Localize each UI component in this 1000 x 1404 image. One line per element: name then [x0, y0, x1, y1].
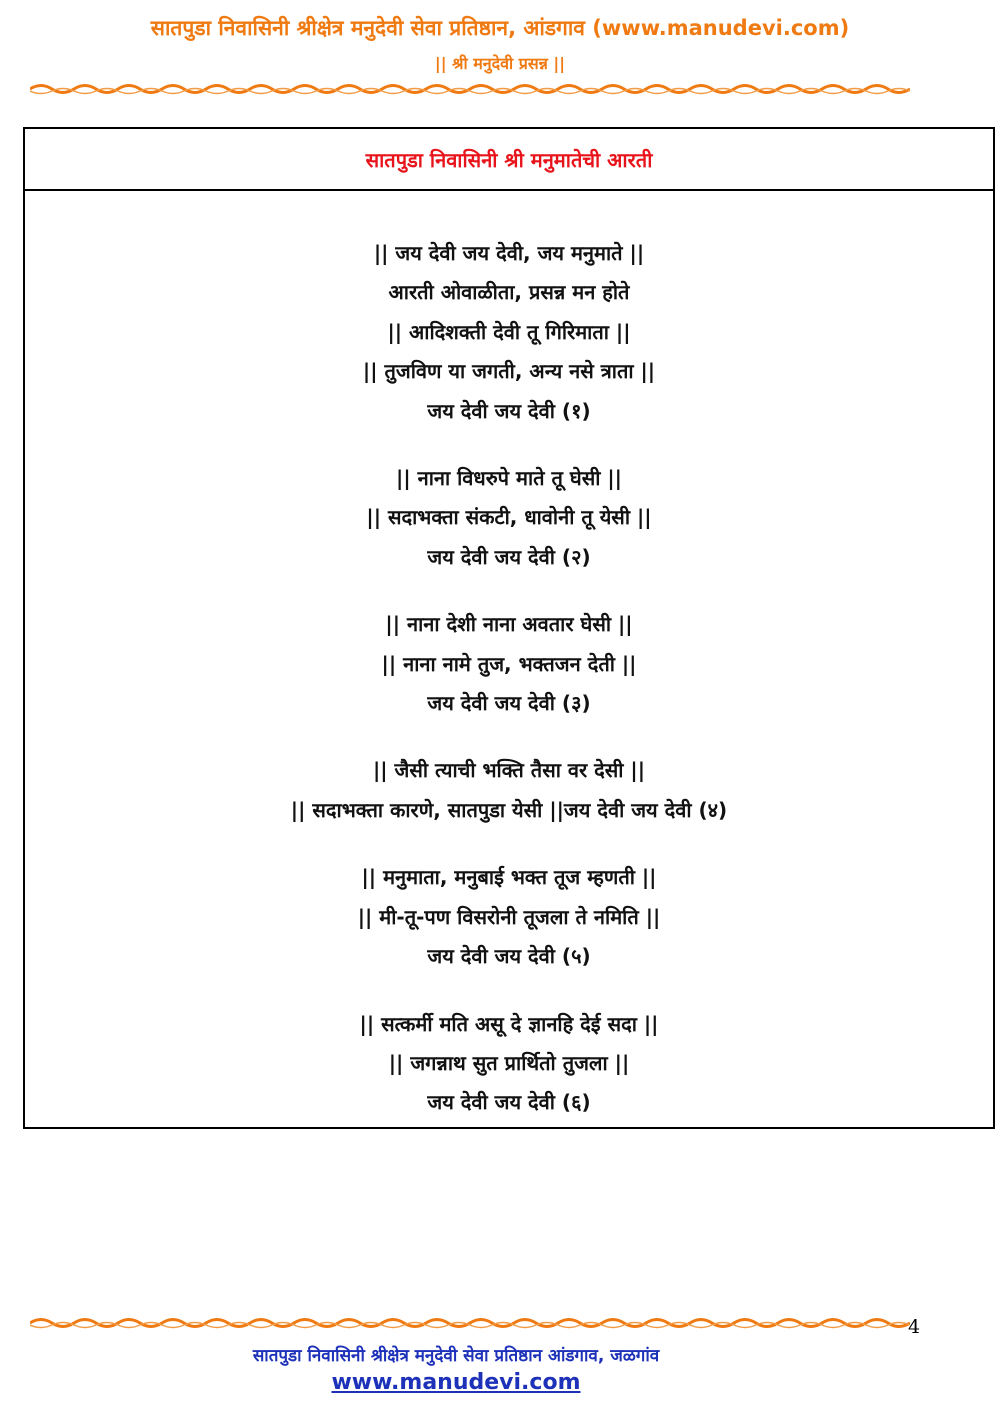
verse-refrain: जय देवी जय देवी (३) — [427, 691, 591, 716]
verse-line: || जगन्नाथ सुत प्रार्थितो तुजला || — [388, 1050, 630, 1075]
verses — [25, 234, 993, 1123]
verse-4 — [25, 751, 993, 830]
verse-line: || तुजविण या जगती, अन्य नसे त्राता || — [362, 359, 656, 384]
verse-line: || जैसी त्याची भक्ति तैसा वर देसी || — [372, 758, 646, 783]
verse-line: || नाना नामे तुज, भक्तजन देती || — [381, 651, 637, 676]
footer-title: सातपुडा निवासिनी श्रीक्षेत्र मनुदेवी सेवा प्रतिष्ठान आंडगाव, जळगांव — [252, 1346, 660, 1366]
verse-line: || मनुमाता, मनुबाई भक्त तूज म्हणती || — [361, 865, 657, 890]
verse-refrain: जय देवी जय देवी (६) — [427, 1090, 591, 1115]
verse-line: || सदाभक्ता संकटी, धावोनी तू येसी || — [366, 505, 652, 530]
header-subtitle: || श्री मनुदेवी प्रसन्न || — [434, 54, 566, 73]
verse-line: || जय देवी जय देवी, जय मनुमाते || — [373, 241, 645, 265]
verse-6 — [25, 1005, 993, 1123]
verse-refrain: जय देवी जय देवी (५) — [427, 944, 591, 969]
top-ornament-divider — [30, 82, 910, 96]
header-title: सातपुडा निवासिनी श्रीक्षेत्र मनुदेवी सेवा प्रतिष्ठान, आंडगाव (www.manudevi.com) — [150, 16, 850, 40]
bottom-ornament-divider — [30, 1316, 910, 1330]
verse-line: || आदिशक्ती देवी तू गिरिमाता || — [387, 319, 631, 344]
verse-5 — [25, 858, 993, 976]
verse-1 — [25, 234, 993, 431]
verse-line: || नाना विधरुपे माते तू घेसी || — [396, 466, 622, 491]
verse-3 — [25, 605, 993, 723]
aarti-title: सातपुडा निवासिनी श्री मनुमातेची आरती — [365, 147, 653, 172]
verse-refrain: जय देवी जय देवी (१) — [427, 398, 591, 423]
verse-2 — [25, 459, 993, 577]
verse-line: || नाना देशी नाना अवतार घेसी || — [385, 612, 633, 637]
verse-refrain: जय देवी जय देवी (२) — [427, 544, 591, 569]
page-number: 4 — [908, 1316, 921, 1338]
aarti-title-row — [25, 129, 993, 191]
footer-website-link[interactable]: www.manudevi.com — [331, 1370, 581, 1395]
verse-line: || सदाभक्ता कारणे, सातपुडा येसी ||जय देवी जय देवी (४) — [290, 797, 728, 822]
verse-line: आरती ओवाळीता, प्रसन्न मन होते — [388, 280, 630, 305]
aarti-box — [23, 127, 995, 1129]
verse-line: || मी-तू-पण विसरोनी तूजला ते नमिति || — [357, 904, 661, 929]
verse-line: || सत्कर्मी मति असू दे ज्ञानहि देई सदा || — [359, 1011, 659, 1036]
